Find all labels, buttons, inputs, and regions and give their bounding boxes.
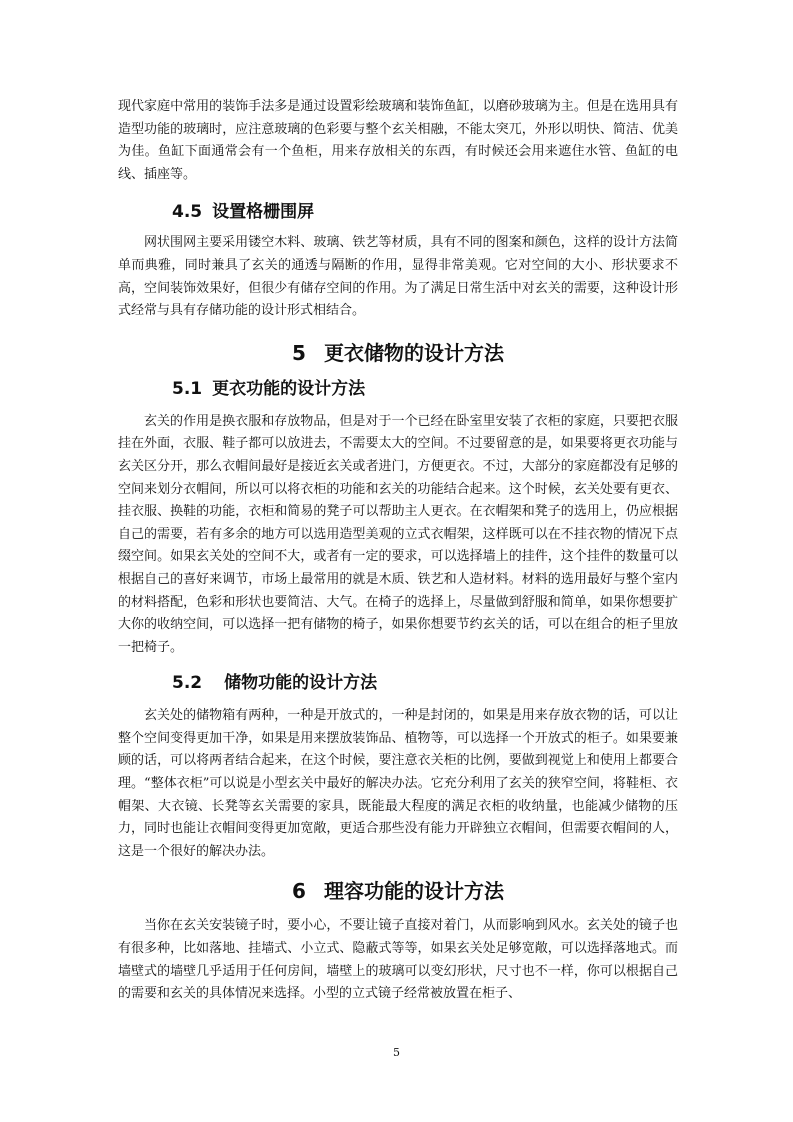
heading-5-2-number: 5.2 <box>172 673 203 694</box>
heading-6-number: 6 <box>292 879 306 904</box>
heading-4-5-title: 设置格栅围屏 <box>212 202 315 223</box>
heading-5-title: 更衣储物的设计方法 <box>323 340 504 365</box>
heading-5-number: 5 <box>292 340 306 365</box>
heading-6 <box>118 877 678 905</box>
heading-6-title: 理容功能的设计方法 <box>323 879 504 904</box>
paragraph-4-5: 网状围网主要采用镂空木料、玻璃、铁艺等材质，具有不同的图案和颜色，这样的设计方法简单而典雅，同时兼具了玄关的通透与隔断的作用，显得非常美观。它对空间的大小、形状要求不高，空间装饰效果好，但很少有储存空间的作用。为了满足日常生活中对玄关的需要，这种设计形式经常与具有存储功能的设计形式相结合。 <box>118 235 678 319</box>
paragraph-5-1: 玄关的作用是换衣服和存放物品，但是对于一个已经在卧室里安装了衣柜的家庭，只要把衣服挂在外面，衣服、鞋子都可以放进去，不需要太大的空间。不过要留意的是，如果要将更衣功能与玄关区分开，那么衣帽间最好是接近玄关或者进门，方便更衣。不过，大部分的家庭都没有足够的空间来划分衣帽间，所以可以将衣柜的功能和玄关的功能结合起来。这个时候，玄关处要有更衣、挂衣服、换鞋的功能，衣柜和简易的凳子可以帮助主人更衣。在衣帽架和凳子的选用上，仍应根据自己的需要，若有多余的地方可以选用造型美观的立式衣帽架，这样既可以在不挂衣物的情况下点缀空间。如果玄关处的空间不大，或者有一定的要求，可以选择墙上的挂件，这个挂件的数量可以根据自己的喜好来调节，市场上最常用的就是木质、铁艺和人造材料。材料的选用最好与整个室内的材料搭配，色彩和形状也要简洁、大气。在椅子的选择上，尽量做到舒服和简单，如果你想要扩大你的收纳空间，可以选择一把有储物的椅子，如果你想要节约玄关的话，可以在组合的柜子里放一把椅子。 <box>118 413 678 655</box>
intro-paragraph: 现代家庭中常用的装饰手法多是通过设置彩绘玻璃和装饰鱼缸，以磨砂玻璃为主。但是在选用具有造型功能的玻璃时，应注意玻璃的色彩要与整个玄关相融，不能太突兀，外形以明快、简洁、优美为佳。鱼缸下面通常会有一个鱼柜，用来存放相关的东西，有时候还会用来遮住水管、鱼缸的电线、插座等。 <box>118 99 678 182</box>
heading-5-2-title: 储物功能的设计方法 <box>224 673 378 694</box>
paragraph-5-2: 玄关处的储物箱有两种，一种是开放式的，一种是封闭的，如果是用来存放衣物的话，可以让整个空间变得更加干净，如果是用来摆放装饰品、植物等，可以选择一个开放式的柜子。如果要兼顾的话，可以将两者结合起来，在这个时候，要注意衣关柜的比例，要做到视觉上和使用上都要合理。“整体衣柜”可以说是小型玄关中最好的解决办法。它充分利用了玄关的狭窄空间，将鞋柜、衣帽架、大衣镜、长凳等玄关需要的家具，既能最大程度的满足衣柜的收纳量，也能减少储物的压力，同时也能让衣帽间变得更加宽敞，更适合那些没有能力开辟独立衣帽间，但需要衣帽间的人，这是一个很好的解决办法。 <box>118 708 678 859</box>
paragraph-6: 当你在玄关安装镜子时，要小心，不要让镜子直接对着门，从而影响到风水。玄关处的镜子也有很多种，比如落地、挂墙式、小立式、隐蔽式等等，如果玄关处足够宽敞，可以选择落地式。而墙壁式的墙壁几乎适用于任何房间，墙壁上的玻璃可以变幻形状，尺寸也不一样，你可以根据自己的需要和玄关的具体情况来选择。小型的立式镜子经常被放置在柜子、 <box>118 918 678 1002</box>
heading-4-5-number: 4.5 <box>172 202 203 223</box>
heading-5 <box>118 339 678 367</box>
page-number: 5 <box>393 1046 400 1059</box>
heading-5-1-title: 更衣功能的设计方法 <box>212 378 366 399</box>
heading-5-1-number: 5.1 <box>172 378 203 399</box>
page-content <box>118 96 678 1006</box>
heading-5-2 <box>118 671 678 695</box>
heading-5-1 <box>118 377 678 401</box>
heading-4-5 <box>118 200 678 224</box>
